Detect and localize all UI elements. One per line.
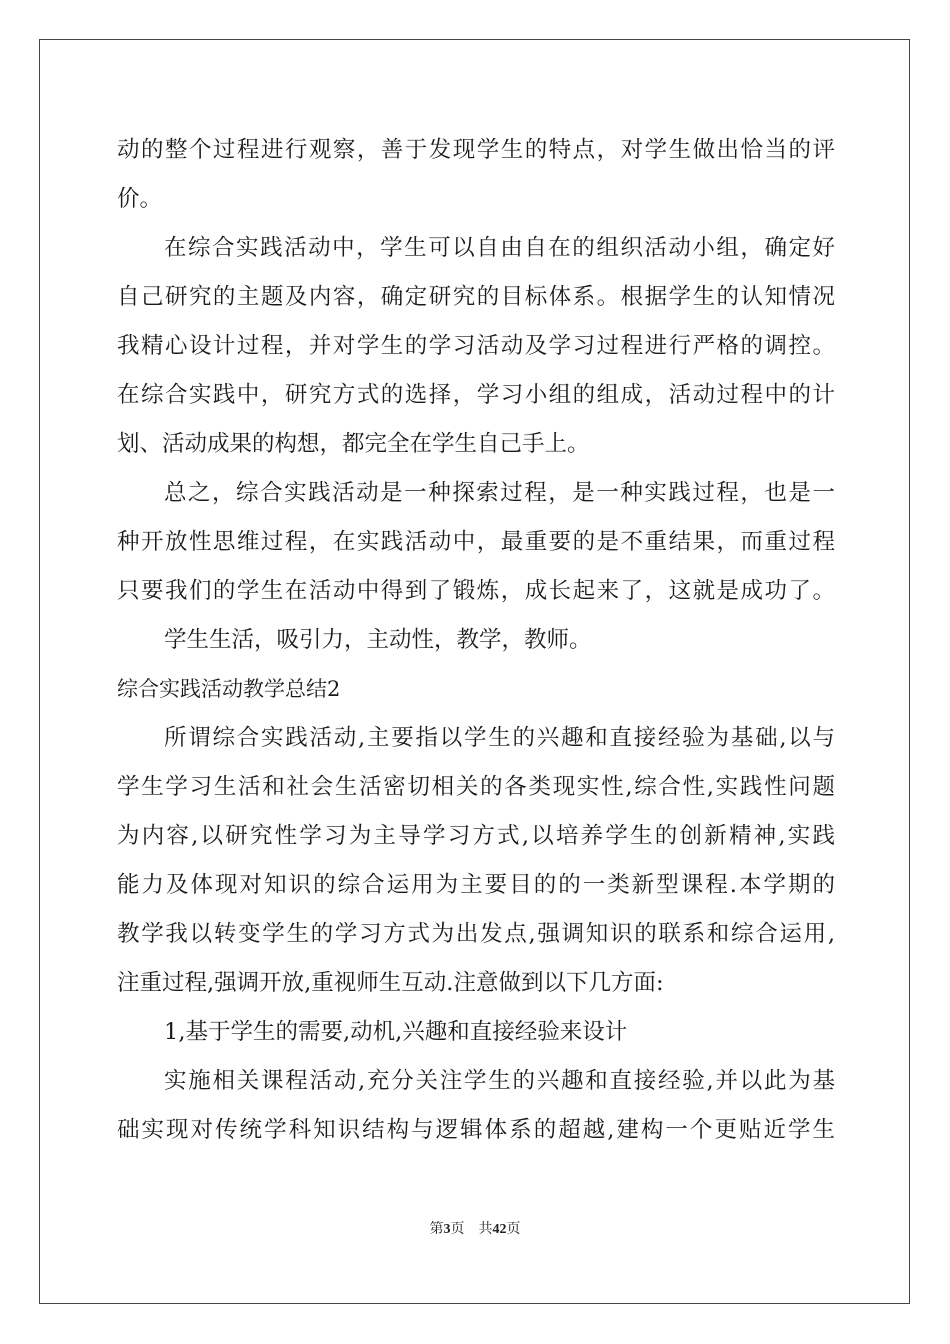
text-line: 我精心设计过程，并对学生的学习活动及学习过程进行严格的调控。: [117, 333, 835, 359]
paragraph-start-line: 在综合实践活动中，学生可以自由自在的组织活动小组，确定好: [164, 235, 835, 261]
list-item-heading: 1,基于学生的需要,动机,兴趣和直接经验来设计: [164, 1019, 628, 1045]
text-line: 动的整个过程进行观察，善于发现学生的特点，对学生做出恰当的评: [117, 137, 835, 163]
keywords-line: 学生生活，吸引力，主动性，教学，教师。: [164, 627, 592, 653]
text-line: 为内容,以研究性学习为主导学习方式,以培养学生的创新精神,实践: [117, 823, 835, 849]
text-line: 自己研究的主题及内容，确定研究的目标体系。根据学生的认知情况: [117, 284, 835, 310]
text-line: 价。: [117, 186, 163, 212]
text-line: 种开放性思维过程，在实践活动中，最重要的是不重结果，而重过程: [117, 529, 835, 555]
total-suffix: 页: [506, 1222, 521, 1237]
page-current-number: 3: [443, 1222, 451, 1237]
paragraph-start-line: 总之，综合实践活动是一种探索过程，是一种实践过程，也是一: [164, 480, 835, 506]
document-body: [117, 126, 835, 1155]
page-prefix: 第: [429, 1222, 444, 1237]
page-footer: [0, 1218, 950, 1238]
section-heading: 综合实践活动教学总结2: [117, 677, 341, 701]
text-line: 学生学习生活和社会生活密切相关的各类现实性,综合性,实践性问题: [117, 774, 835, 800]
page-total-number: 42: [492, 1222, 507, 1237]
paragraph-start-line: 实施相关课程活动,充分关注学生的兴趣和直接经验,并以此为基: [164, 1068, 835, 1094]
total-prefix: 共: [478, 1222, 493, 1237]
paragraph-start-line: 所谓综合实践活动,主要指以学生的兴趣和直接经验为基础,以与: [164, 725, 835, 751]
text-line: 在综合实践中，研究方式的选择，学习小组的组成，活动过程中的计: [117, 382, 835, 408]
text-line: 只要我们的学生在活动中得到了锻炼，成长起来了，这就是成功了。: [117, 578, 835, 604]
text-line: 划、活动成果的构想，都完全在学生自己手上。: [117, 431, 590, 457]
text-line: 础实现对传统学科知识结构与逻辑体系的超越,建构一个更贴近学生: [117, 1117, 835, 1143]
text-line: 能力及体现对知识的综合运用为主要目的的一类新型课程.本学期的: [117, 872, 835, 898]
text-line: 注重过程,强调开放,重视师生互动.注意做到以下几方面:: [117, 970, 664, 996]
page-suffix: 页: [450, 1222, 465, 1237]
text-line: 教学我以转变学生的学习方式为出发点,强调知识的联系和综合运用,: [117, 921, 835, 947]
